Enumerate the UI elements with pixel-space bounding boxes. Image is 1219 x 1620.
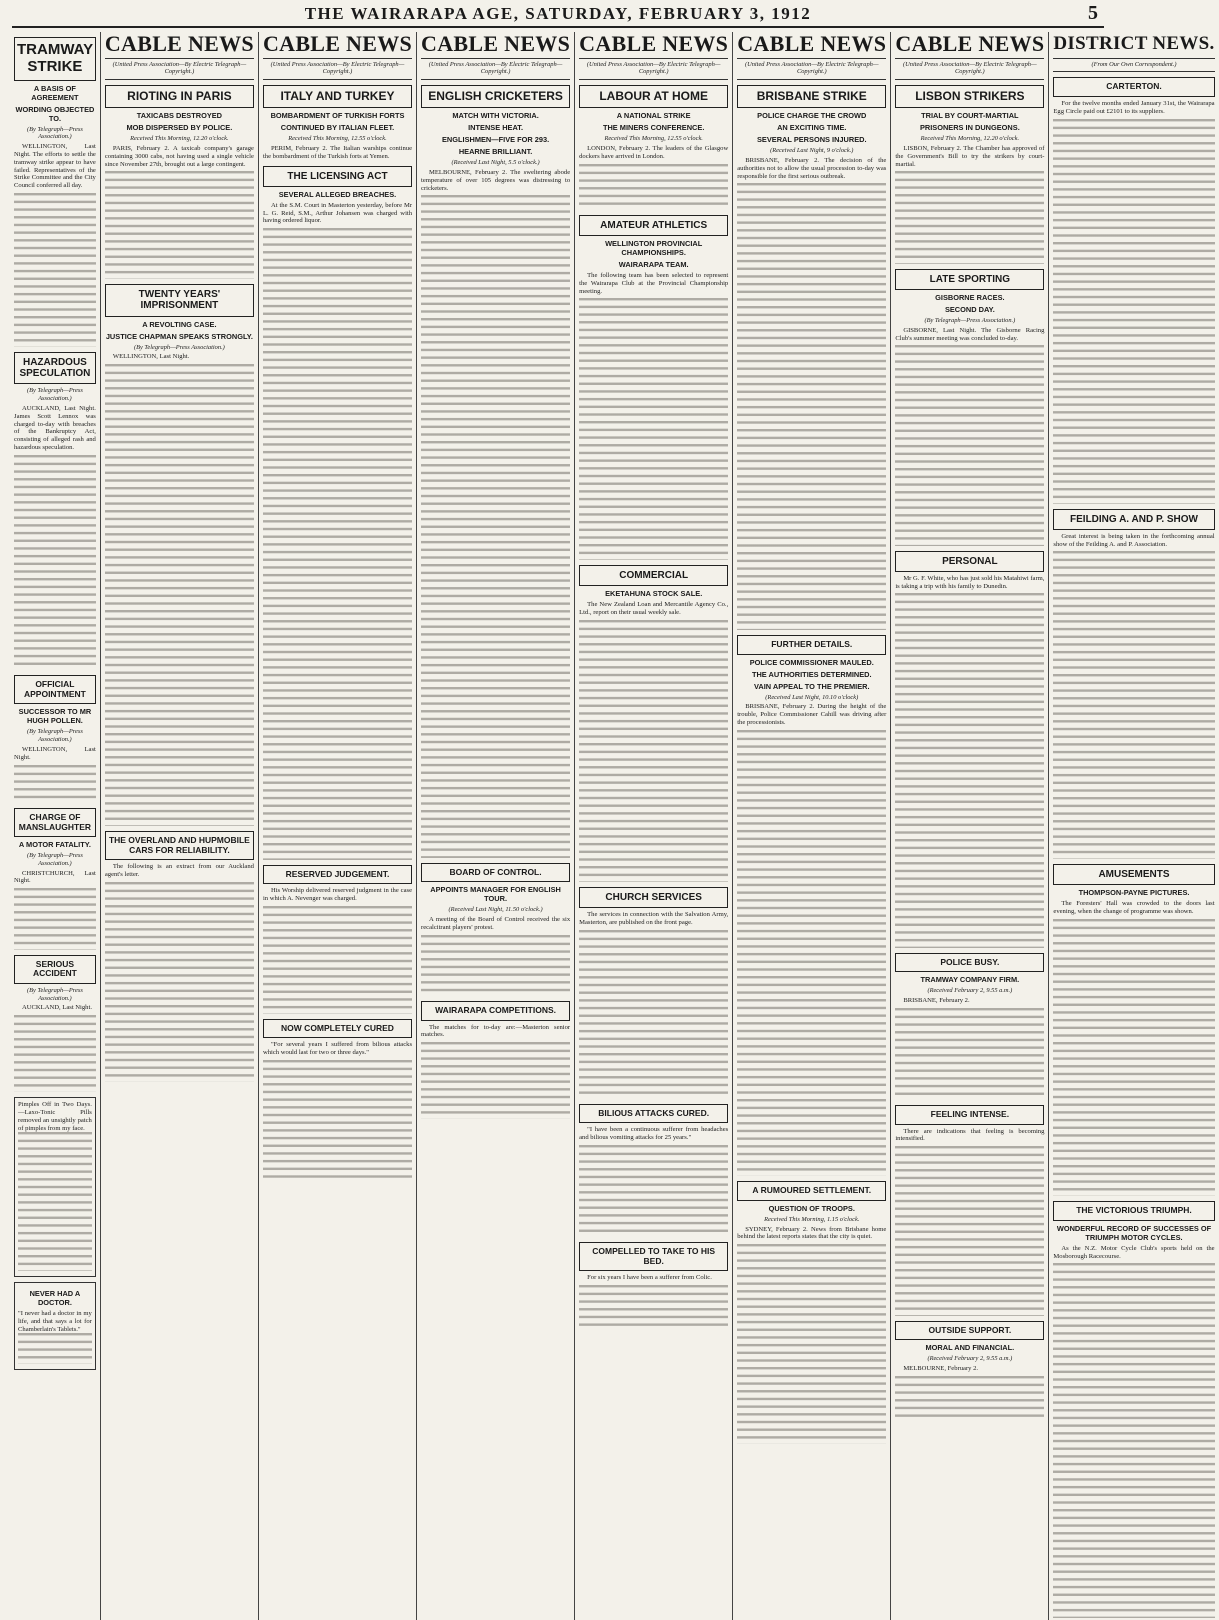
- article-lead: For six years I have been a sufferer from Colic.: [587, 1274, 712, 1282]
- advertisement-body-texture: [18, 1333, 92, 1364]
- article-headline: ENGLISH CRICKETERS: [421, 85, 570, 108]
- article: [105, 831, 254, 1082]
- article-body-texture: [579, 298, 728, 560]
- article: [737, 635, 886, 1176]
- article: [579, 215, 728, 560]
- article-headline: OUTSIDE SUPPORT.: [895, 1321, 1044, 1341]
- columns: [10, 31, 1215, 1540]
- article-body-texture: [14, 765, 96, 804]
- article-body-texture: [895, 1008, 1044, 1100]
- article-subheading: HEARNE BRILLIANT.: [458, 147, 533, 157]
- article-headline: AMATEUR ATHLETICS: [579, 215, 728, 236]
- article-lead: MELBOURNE, February 2.: [903, 1364, 979, 1372]
- article-lead: As the N.Z. Motor Cycle Club's sports held on the Mosborough Racecourse.: [1053, 1244, 1215, 1260]
- article-headline: POLICE BUSY.: [895, 953, 1044, 973]
- article-lead: The Foresters' Hall was crowded to the doors last evening, when the change of programme was shown.: [1053, 900, 1215, 916]
- article-body-texture: [1053, 119, 1214, 504]
- article-subheading: APPOINTS MANAGER FOR ENGLISH TOUR.: [430, 885, 561, 904]
- article: [14, 808, 96, 950]
- article: [1053, 864, 1214, 1196]
- article-lead: Mr G. F. White, who has just sold his Matahiwi farm, is taking a trip with his family to Dunedin.: [895, 574, 1045, 590]
- article-lead: WELLINGTON, Last Night. The efforts to settle the tramway strike appear to have failed. Representatives of the Strike Committee and the City Council conferred all day.: [14, 143, 96, 190]
- article-body-texture: [895, 1146, 1044, 1315]
- press-credit: (United Press Association—By Electric Telegraph—Copyright.): [579, 61, 728, 80]
- article-body-texture: [579, 164, 728, 210]
- article-lead: A meeting of the Board of Control received the six recalcitrant players' protest.: [421, 915, 571, 931]
- article-subheading: MOB DISPERSED BY POLICE.: [126, 123, 233, 133]
- article-headline: TRAMWAY STRIKE: [14, 37, 96, 81]
- article-subheading: MATCH WITH VICTORIA.: [452, 111, 539, 121]
- article-dateline: Received This Morning, 12.55 o'clock.: [604, 135, 703, 143]
- article-lead: WELLINGTON, Last Night.: [112, 353, 190, 361]
- article-subheading: THE MINERS CONFERENCE.: [602, 123, 705, 133]
- column-6: [733, 32, 891, 1620]
- article-dateline: (Received Last Night, 9 o'clock.): [770, 147, 854, 155]
- advertisement-text: Pimples Off in Two Days.—Laxo-Tonic Pills removed an unsightly patch of pimples from my face.: [18, 1101, 92, 1132]
- article-headline: THE LICENSING ACT: [263, 166, 412, 187]
- article-subheading: TAXICABS DESTROYED: [136, 111, 223, 121]
- article-subheading: EKETAHUNA STOCK SALE.: [605, 589, 703, 599]
- article-headline: COMMERCIAL: [579, 565, 728, 586]
- article: [105, 284, 254, 826]
- article-lead: GISBORNE, Last Night. The Gisborne Racing Club's summer meeting was concluded to-day.: [895, 326, 1045, 342]
- advertisement: [14, 1282, 96, 1370]
- article-subheading: A BASIS OF AGREEMENT: [31, 83, 79, 102]
- article-body-texture: [421, 195, 570, 857]
- article-headline: LATE SPORTING: [895, 269, 1044, 290]
- article-credit: (By Telegraph—Press Association.): [27, 986, 83, 1002]
- article-subheading: SEVERAL ALLEGED BREACHES.: [278, 189, 397, 199]
- article-dateline: (Received Last Night, 5.5 o'clock.): [451, 159, 540, 167]
- column-2: [101, 32, 259, 1620]
- article-headline: NOW COMPLETELY CURED: [263, 1019, 412, 1039]
- advertisement-title: NEVER HAD A DOCTOR.: [29, 1289, 81, 1308]
- article-subheading: SUCCESSOR TO MR HUGH POLLEN.: [18, 707, 92, 726]
- article-subheading: A NATIONAL STRIKE: [616, 111, 691, 121]
- article-body-texture: [737, 1244, 886, 1444]
- article-lead: There are indications that feeling is becoming intensified.: [895, 1127, 1045, 1143]
- article: [421, 85, 570, 858]
- article-dateline: (Received Last Night, 10.10 o'clock): [765, 693, 859, 701]
- article-subheading: WELLINGTON PROVINCIAL CHAMPIONSHIPS.: [605, 239, 703, 258]
- article-lead: The services in connection with the Salvation Army, Masterton, are published on the front page.: [579, 910, 729, 926]
- article-credit: (By Telegraph—Press Association.): [924, 317, 1016, 325]
- article-body-texture: [1053, 1263, 1214, 1617]
- article-credit: (By Telegraph—Press Association.): [133, 343, 225, 351]
- article-headline: THE VICTORIOUS TRIUMPH.: [1053, 1201, 1214, 1221]
- article-headline: LABOUR AT HOME: [579, 85, 728, 108]
- article-headline: COMPELLED TO TAKE TO HIS BED.: [579, 1242, 728, 1271]
- article-dateline: (Received February 2, 9.55 a.m.): [927, 1355, 1013, 1363]
- cable-news-banner: CABLE NEWS: [105, 32, 254, 59]
- article-headline: FEILDING A. AND P. SHOW: [1053, 509, 1214, 530]
- article-headline: LISBON STRIKERS: [895, 85, 1044, 108]
- press-credit: (United Press Association—By Electric Telegraph—Copyright.): [263, 61, 412, 80]
- article-subheading: PRISONERS IN DUNGEONS.: [919, 123, 1020, 133]
- article: [579, 85, 728, 210]
- article-dateline: Received This Morning, 12.20 o'clock.: [130, 135, 229, 143]
- article-headline: FURTHER DETAILS.: [737, 635, 886, 655]
- article-credit: (By Telegraph—Press Association.): [27, 728, 83, 744]
- article-subheading: ENGLISHMEN—FIVE FOR 293.: [441, 135, 550, 145]
- article-body-texture: [263, 1060, 412, 1183]
- article: [14, 675, 96, 803]
- press-credit: (United Press Association—By Electric Telegraph—Copyright.): [105, 61, 254, 80]
- article-body-texture: [579, 1145, 728, 1237]
- article-headline: RIOTING IN PARIS: [105, 85, 254, 108]
- article-subheading: MORAL AND FINANCIAL.: [925, 1343, 1015, 1353]
- article-lead: PARIS, February 2. A taxicab company's garage containing 3000 cabs, not having used a single vehicle since November 27th, brought out a large contingent.: [104, 145, 254, 168]
- article-lead: At the S.M. Court in Masterton yesterday, before Mr L. G. Reid, S.M., Arthur Johansen was charged with having ordered liquor.: [262, 201, 413, 225]
- article-lead: BRISBANE, February 2. The decision of the authorities not to allow the usual procession to-day was responsible for the first serious outbreak.: [737, 157, 887, 180]
- article-body-texture: [579, 930, 728, 1099]
- article-body-texture: [421, 935, 570, 997]
- article-body-texture: [895, 593, 1044, 947]
- masthead-title: THE WAIRARAPA AGE, SATURDAY, FEBRUARY 3, 1912: [304, 4, 812, 23]
- article-credit: (By Telegraph—Press Association.): [27, 125, 83, 141]
- article-body-texture: [14, 193, 96, 347]
- article-headline: A RUMOURED SETTLEMENT.: [737, 1181, 886, 1201]
- article-subheading: JUSTICE CHAPMAN SPEAKS STRONGLY.: [105, 331, 253, 341]
- article-lead: SYDNEY, February 2. News from Brisbane home behind the latest reports states that the city is quiet.: [737, 1225, 887, 1241]
- article: [895, 551, 1044, 948]
- article: [579, 565, 728, 882]
- article: [421, 863, 570, 997]
- column-4: [417, 32, 575, 1620]
- article-lead: LONDON, February 2. The leaders of the Glasgow dockers have arrived in London.: [579, 145, 729, 160]
- article-lead: LISBON, February 2. The Chamber has approved of the Government's Bill to try the strikers by court-martial.: [895, 145, 1045, 168]
- article-body-texture: [579, 620, 728, 882]
- article-headline: CHARGE OF MANSLAUGHTER: [14, 808, 96, 837]
- masthead: [12, 0, 1104, 28]
- article-lead: The matches for to-day are:—Masterton senior matches.: [421, 1023, 571, 1039]
- press-credit: (United Press Association—By Electric Telegraph—Copyright.): [737, 61, 886, 80]
- article-body-texture: [579, 1285, 728, 1331]
- article-headline: OFFICIAL APPOINTMENT: [14, 675, 96, 704]
- article-lead: PERIM, February 2. The Italian warships continue the bombardment of the Turkish forts at Yemen.: [262, 145, 413, 160]
- article-lead: His Worship delivered reserved judgment in the case in which A. Nevenger was charged.: [262, 887, 413, 902]
- column-7: [891, 32, 1049, 1620]
- article-body-texture: [14, 888, 96, 950]
- article: [421, 1001, 570, 1119]
- article-body-texture: [737, 183, 886, 630]
- article-headline: WAIRARAPA COMPETITIONS.: [421, 1001, 570, 1021]
- article-subheading: A MOTOR FATALITY.: [18, 840, 91, 850]
- article-lead: "For several years I suffered from bilious attacks which would last for two or three days.": [262, 1041, 413, 1056]
- article-subheading: TRAMWAY COMPANY FIRM.: [920, 975, 1020, 985]
- press-credit: (United Press Association—By Electric Telegraph—Copyright.): [421, 61, 570, 80]
- article-lead: WELLINGTON, Last Night.: [14, 745, 96, 761]
- article: [14, 955, 96, 1092]
- article-dateline: Received This Morning, 1.15 o'clock.: [764, 1215, 860, 1223]
- correspondent-credit: (From Our Own Correspondent.): [1053, 61, 1214, 72]
- article: [263, 1019, 412, 1183]
- article-headline: AMUSEMENTS: [1053, 864, 1214, 885]
- article-subheading: THOMPSON-PAYNE PICTURES.: [1078, 888, 1190, 898]
- article-subheading: WORDING OBJECTED TO.: [15, 104, 95, 123]
- article: [263, 85, 412, 161]
- cable-news-banner: CABLE NEWS: [737, 32, 886, 59]
- article: [263, 166, 412, 860]
- article-headline: PERSONAL: [895, 551, 1044, 572]
- article-body-texture: [895, 345, 1044, 545]
- article: [579, 1104, 728, 1238]
- article-lead: AUCKLAND, Last Night. James Scott Lennox was charged to-day with breaches of the Bankruptcy Act, consisting of alleged rash and hazardous speculation.: [14, 404, 96, 451]
- article-headline: BRISBANE STRIKE: [737, 85, 886, 108]
- advertisement-text: "I never had a doctor in my life, and that says a lot for Chamberlain's Tablets.": [18, 1310, 92, 1333]
- article-lead: BRISBANE, February 2.: [903, 996, 970, 1004]
- article: [105, 85, 254, 279]
- article-headline: CHURCH SERVICES: [579, 887, 728, 908]
- article-headline: CARTERTON.: [1053, 77, 1214, 97]
- column-3: [259, 32, 417, 1620]
- advertisement: [14, 1097, 96, 1277]
- article-subheading: TRIAL BY COURT-MARTIAL: [921, 111, 1019, 121]
- article-subheading: THE AUTHORITIES DETERMINED.: [751, 669, 872, 679]
- article-body-texture: [263, 228, 412, 859]
- article-subheading: SECOND DAY.: [944, 305, 995, 315]
- article-dateline: Received This Morning, 12.20 o'clock.: [920, 135, 1020, 143]
- column-8: [1049, 32, 1218, 1620]
- article-lead: The following team has been selected to represent the Wairarapa Club at the Provincial Championship meeting.: [579, 272, 729, 295]
- article: [737, 85, 886, 630]
- article-headline: FEELING INTENSE.: [895, 1105, 1044, 1125]
- article-body-texture: [105, 364, 254, 826]
- article-headline: THE OVERLAND AND HUPMOBILE CARS FOR RELIABILITY.: [105, 831, 254, 860]
- article: [895, 1105, 1044, 1316]
- article-lead: "I have been a continuous sufferer from headaches and bilious vomiting attacks for 25 years.": [579, 1126, 729, 1142]
- article: [14, 352, 96, 670]
- article-headline: SERIOUS ACCIDENT: [14, 955, 96, 984]
- article-subheading: A REVOLTING CASE.: [142, 319, 217, 329]
- article-subheading: WONDERFUL RECORD OF SUCCESSES OF TRIUMPH MOTOR CYCLES.: [1056, 1223, 1212, 1242]
- article-credit: (By Telegraph—Press Association.): [27, 387, 83, 403]
- article-dateline: (Received February 2, 9.55 a.m.): [927, 987, 1013, 995]
- article-subheading: BOMBARDMENT OF TURKISH FORTS: [270, 111, 405, 121]
- article-subheading: CONTINUED BY ITALIAN FLEET.: [280, 123, 395, 133]
- article-body-texture: [14, 455, 96, 671]
- article-body-texture: [895, 1376, 1044, 1422]
- article: [579, 1242, 728, 1331]
- article-body-texture: [895, 171, 1044, 263]
- article-dateline: (Received Last Night, 11.50 o'clock.): [448, 906, 543, 914]
- article: [579, 887, 728, 1099]
- article-headline: BOARD OF CONTROL.: [421, 863, 570, 883]
- article-lead: The following is an extract from our Auckland agent's letter.: [104, 863, 254, 879]
- article-subheading: SEVERAL PERSONS INJURED.: [757, 135, 867, 145]
- article: [895, 85, 1044, 264]
- article: [895, 269, 1044, 546]
- article-credit: (By Telegraph—Press Association.): [27, 852, 83, 867]
- article-subheading: POLICE CHARGE THE CROWD: [757, 111, 867, 121]
- article-lead: CHRISTCHURCH, Last Night.: [14, 869, 96, 885]
- article-body-texture: [105, 171, 254, 279]
- article-lead: For the twelve months ended January 31st, the Wairarapa Egg Circle paid out £2101 to its suppliers.: [1053, 99, 1215, 115]
- cable-news-banner: CABLE NEWS: [895, 32, 1044, 59]
- article: [895, 1321, 1044, 1422]
- page-number: 5: [1088, 2, 1098, 24]
- column-5: [575, 32, 733, 1620]
- article-dateline: Received This Morning, 12.55 o'clock.: [288, 135, 387, 143]
- article: [737, 1181, 886, 1444]
- article-lead: AUCKLAND, Last Night.: [22, 1004, 92, 1012]
- article-subheading: WAIRARAPA TEAM.: [618, 260, 689, 270]
- article-body-texture: [105, 882, 254, 1082]
- article-body-texture: [737, 730, 886, 1177]
- advertisement-body-texture: [18, 1132, 92, 1271]
- article-lead: MELBOURNE, February 2. The sweltering abode temperature of over 105 degrees was distressing to cricketers.: [421, 169, 571, 192]
- article-subheading: QUESTION OF TROOPS.: [768, 1203, 855, 1213]
- article: [895, 953, 1044, 1101]
- article-subheading: GISBORNE RACES.: [935, 293, 1005, 303]
- article-body-texture: [14, 1015, 96, 1092]
- cable-news-banner: CABLE NEWS: [421, 32, 570, 59]
- column-1: [10, 32, 101, 1620]
- article-subheading: POLICE COMMISSIONER MAULED.: [749, 657, 874, 667]
- cable-news-banner: CABLE NEWS: [579, 32, 728, 59]
- article-lead: The New Zealand Loan and Mercantile Agency Co., Ltd., report on their usual weekly sale.: [579, 601, 729, 617]
- article: [1053, 509, 1214, 860]
- article-body-texture: [1053, 551, 1214, 859]
- article-lead: BRISBANE, February 2. During the height of the trouble, Police Commissioner Cahill was driving after the processionists.: [737, 703, 887, 726]
- article-headline: BILIOUS ATTACKS CURED.: [579, 1104, 728, 1124]
- article-subheading: VAIN APPEAL TO THE PREMIER.: [754, 681, 870, 691]
- article-headline: ITALY AND TURKEY: [263, 85, 412, 108]
- article-headline: TWENTY YEARS' IMPRISONMENT: [105, 284, 254, 316]
- district-news-banner: DISTRICT NEWS.: [1053, 32, 1214, 59]
- article-headline: RESERVED JUDGEMENT.: [263, 865, 412, 885]
- article-headline: HAZARDOUS SPECULATION: [14, 352, 96, 384]
- article: [14, 37, 96, 347]
- article: [263, 865, 412, 1014]
- press-credit: (United Press Association—By Electric Telegraph—Copyright.): [895, 61, 1044, 80]
- article-body-texture: [1053, 919, 1214, 1196]
- article-lead: Great interest is being taken in the forthcoming annual show of the Feilding A. and P. Association.: [1053, 532, 1215, 548]
- article: [1053, 1201, 1214, 1617]
- article-subheading: AN EXCITING TIME.: [777, 123, 847, 133]
- cable-news-banner: CABLE NEWS: [263, 32, 412, 59]
- article-subheading: INTENSE HEAT.: [468, 123, 524, 133]
- article-body-texture: [421, 1042, 570, 1119]
- article: [1053, 77, 1214, 503]
- article-body-texture: [263, 906, 412, 1014]
